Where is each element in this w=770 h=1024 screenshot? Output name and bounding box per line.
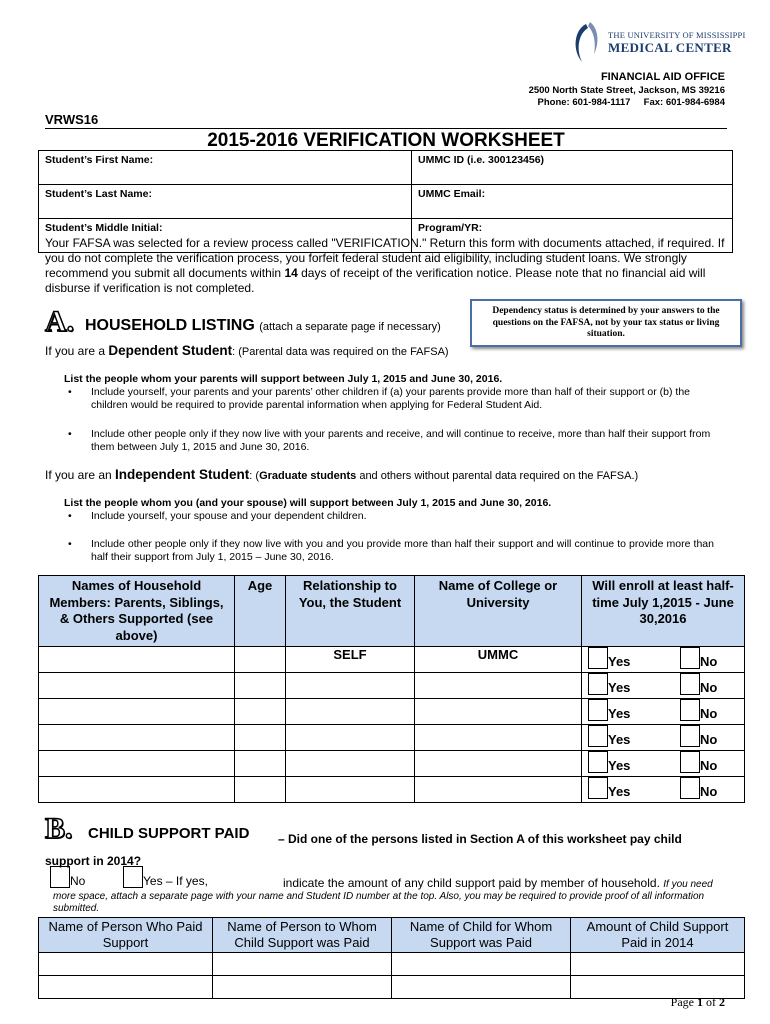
age-cell[interactable] (235, 699, 286, 725)
header-payer: Name of Person Who Paid Support (39, 918, 213, 953)
table-row (39, 647, 745, 673)
household-table (38, 575, 745, 803)
form-code: VRWS16 (45, 112, 99, 127)
college-cell[interactable] (415, 673, 582, 699)
no-label: No (700, 706, 718, 721)
no-label: No (700, 784, 718, 799)
table-row (39, 699, 745, 725)
ummc-id-field[interactable]: UMMC ID (i.e. 300123456) (412, 151, 733, 185)
page-number: Page 1 of 2 (670, 995, 725, 1009)
no-label: No (700, 654, 718, 669)
yes-checkbox[interactable] (588, 699, 608, 721)
table-row (39, 673, 745, 699)
name-cell[interactable] (39, 751, 235, 777)
enroll-yes-option[interactable] (588, 699, 676, 721)
college-cell[interactable] (415, 725, 582, 751)
yes-label: Yes (608, 680, 631, 695)
section-b-title: CHILD SUPPORT PAID (88, 825, 250, 842)
enroll-yes-option[interactable] (588, 647, 676, 669)
yes-label: Yes (608, 732, 631, 747)
child-support-yes-option[interactable]: Yes – If yes, (123, 866, 208, 888)
child-support-no-option[interactable]: No (50, 866, 85, 888)
table-row (39, 725, 745, 751)
relationship-cell[interactable] (286, 751, 415, 777)
office-name: FINANCIAL AID OFFICE (600, 71, 725, 83)
dependent-bullet-2: • Include other people only if they now live with your parents and receive, and will continue to receive, more than half their support from them between July 1, 2015 and June 30, 2016. (68, 428, 711, 453)
no-label: No (700, 758, 718, 773)
page-title: 2015-2016 VERIFICATION WORKSHEET (207, 130, 565, 151)
no-checkbox[interactable] (680, 699, 700, 721)
logo-medical-center: MEDICAL CENTER (608, 40, 732, 55)
office-address: 2500 North State Street, Jackson, MS 39216 (528, 85, 725, 96)
ummc-email-field[interactable]: UMMC Email: (412, 185, 733, 219)
yes-checkbox[interactable] (588, 751, 608, 773)
age-cell[interactable] (235, 647, 286, 673)
table-row (39, 976, 745, 999)
office-fax: Fax: 601-984-6984 (643, 97, 725, 108)
enroll-no-option[interactable] (680, 751, 717, 773)
last-name-field[interactable]: Student’s Last Name: (39, 185, 412, 219)
header-amount: Amount of Child Support Paid in 2014 (571, 918, 745, 953)
relationship-cell[interactable] (286, 725, 415, 751)
child-cell[interactable] (392, 953, 571, 976)
dependent-list-title: List the people whom your parents will support between July 1, 2015 and June 30, 2016. (64, 373, 503, 385)
header-relationship: Relationship to You, the Student (286, 576, 415, 647)
name-cell[interactable] (39, 777, 235, 803)
logo-university: THE UNIVERSITY OF MISSISSIPPI (608, 30, 746, 40)
name-cell[interactable] (39, 699, 235, 725)
age-cell[interactable] (235, 725, 286, 751)
enroll-no-option[interactable] (680, 699, 717, 721)
no-checkbox[interactable] (680, 751, 700, 773)
enroll-no-option[interactable] (680, 647, 717, 669)
recipient-cell[interactable] (213, 953, 392, 976)
program-field[interactable]: Program/YR: (412, 219, 733, 253)
yes-checkbox[interactable] (588, 725, 608, 747)
dependent-student-line: If you are a Dependent Student: (Parental data was required on the FAFSA) (45, 343, 449, 358)
relationship-cell: SELF (286, 647, 415, 673)
header-college: Name of College or University (415, 576, 582, 647)
enroll-no-option[interactable] (680, 725, 717, 747)
recipient-cell[interactable] (213, 976, 392, 999)
table-row (39, 751, 745, 777)
age-cell[interactable] (235, 673, 286, 699)
no-checkbox[interactable] (680, 725, 700, 747)
section-b-letter: B. (45, 812, 73, 845)
enroll-cell (582, 777, 745, 803)
dependency-note: Dependency status is determined by your answers to the questions on the FAFSA, not by your tax status or living situation. (470, 299, 742, 347)
table-row (39, 777, 745, 803)
section-a-letter: A. (45, 305, 75, 338)
no-label: No (700, 680, 718, 695)
relationship-cell[interactable] (286, 777, 415, 803)
header-enroll: Will enroll at least half-time July 1,2015 - June 30,2016 (582, 576, 745, 647)
enroll-yes-option[interactable] (588, 673, 676, 695)
payer-cell[interactable] (39, 976, 213, 999)
enroll-cell (582, 673, 745, 699)
enroll-no-option[interactable] (680, 777, 717, 799)
no-checkbox[interactable] (680, 647, 700, 669)
header-names: Names of Household Members: Parents, Siblings, & Others Supported (see above) (39, 576, 235, 647)
college-cell[interactable] (415, 699, 582, 725)
independent-bullet-2: • Include other people only if they now live with you and you provide more than half their support and will continue to provide more than half their support from July 1, 2015 – June 30, 2016. (68, 538, 714, 563)
college-cell: UMMC (415, 647, 582, 673)
table-row (39, 953, 745, 976)
independent-student-line: If you are an Independent Student: (Graduate students and others without parental data required on the FAFSA.) (45, 467, 639, 482)
relationship-cell[interactable] (286, 673, 415, 699)
college-cell[interactable] (415, 777, 582, 803)
yes-label: Yes (608, 758, 631, 773)
yes-checkbox[interactable] (588, 673, 608, 695)
header-age: Age (235, 576, 286, 647)
enroll-cell (582, 751, 745, 777)
college-cell[interactable] (415, 751, 582, 777)
name-cell[interactable] (39, 725, 235, 751)
first-name-field[interactable]: Student’s First Name: (39, 151, 412, 185)
dependent-bullet-1: • Include yourself, your parents and your parents’ other children if (a) your parents provide more than half of their support or (b) the children would be required to provide parental information when applying for Federal Student Aid. (68, 386, 691, 411)
no-checkbox[interactable] (680, 777, 700, 799)
header-rule (45, 128, 727, 129)
yes-checkbox[interactable] (588, 647, 608, 669)
section-a-heading: HOUSEHOLD LISTING (attach a separate page if necessary) (85, 317, 441, 334)
logo-emblem-icon (566, 20, 606, 66)
header-recipient: Name of Person to Whom Child Support was Paid (213, 918, 392, 953)
child-support-instructions: indicate the amount of any child support paid by member of household. If you need more space, attach a separate page with your name and Student ID number at the top. Also, you may be required to provide proof of all information submitted. (53, 876, 713, 914)
yes-label: Yes (608, 706, 631, 721)
child-support-table (38, 917, 745, 999)
office-phone-fax (538, 97, 726, 108)
age-cell[interactable] (235, 751, 286, 777)
independent-bullet-1: • Include yourself, your spouse and your dependent children. (68, 510, 367, 522)
intro-paragraph: Your FAFSA was selected for a review process called "VERIFICATION." Return this form with documents attached, if required. If you do not complete the verification process, you forfeit federal student aid eligibility, including student loans. We strongly recommend you submit all documents within 14 days of receipt of the verification notice. Please note that no financial aid will disburse if verification is not completed. (45, 236, 725, 295)
enroll-no-option[interactable] (680, 673, 717, 695)
enroll-yes-option[interactable] (588, 751, 676, 773)
header-child: Name of Child for Whom Support was Paid (392, 918, 571, 953)
yes-label: Yes (608, 784, 631, 799)
enroll-cell (582, 647, 745, 673)
independent-list-title: List the people whom you (and your spouse) will support between July 1, 2015 and June 30, 2016. (64, 497, 552, 509)
yes-checkbox[interactable] (588, 777, 608, 799)
office-phone: Phone: 601-984-1117 (537, 97, 631, 108)
no-label: No (700, 732, 718, 747)
enroll-yes-option[interactable] (588, 777, 676, 799)
enroll-cell (582, 725, 745, 751)
no-checkbox[interactable] (680, 673, 700, 695)
yes-label: Yes (608, 654, 631, 669)
enroll-cell (582, 699, 745, 725)
middle-initial-field[interactable]: Student’s Middle Initial: (39, 219, 412, 253)
age-cell[interactable] (235, 777, 286, 803)
name-cell[interactable] (39, 673, 235, 699)
child-cell[interactable] (392, 976, 571, 999)
name-cell[interactable] (39, 647, 235, 673)
relationship-cell[interactable] (286, 699, 415, 725)
payer-cell[interactable] (39, 953, 213, 976)
enroll-yes-option[interactable] (588, 725, 676, 747)
amount-cell[interactable] (571, 953, 745, 976)
section-b-question: – Did one of the persons listed in Section A of this worksheet pay child support in 2014? (45, 832, 682, 868)
